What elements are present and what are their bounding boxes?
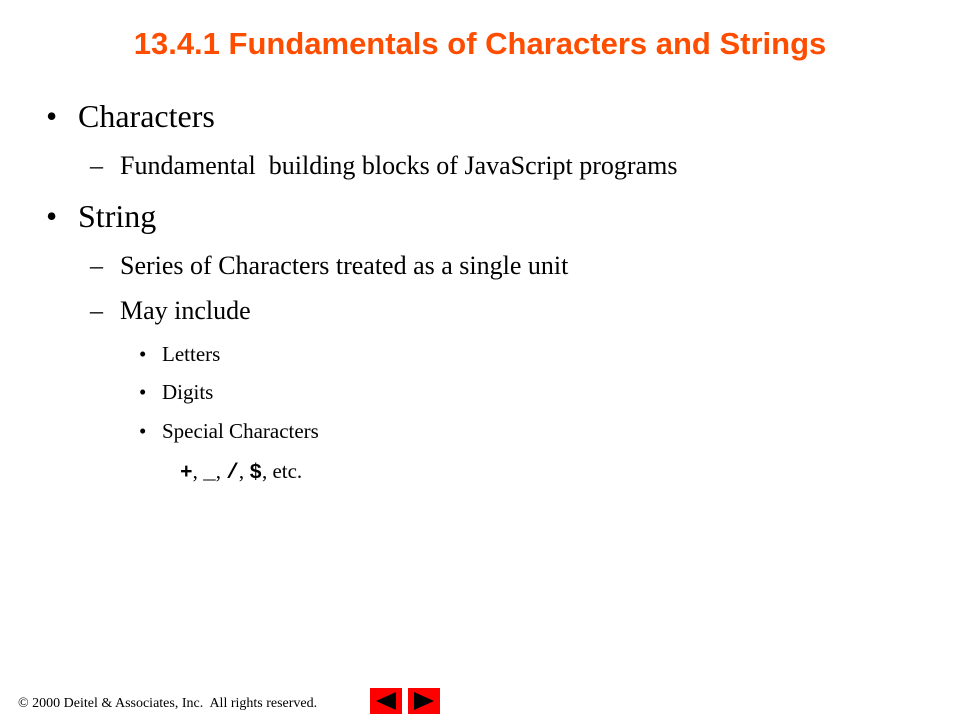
- right-arrow-icon: [408, 688, 440, 714]
- slide-title: 13.4.1 Fundamentals of Characters and Strings: [133, 26, 827, 61]
- sub-bullet-series: Series of Characters treated as a single unit: [120, 251, 569, 280]
- bullet-glyph: •: [139, 419, 147, 443]
- separator: ,: [192, 459, 204, 483]
- dash-glyph: –: [90, 151, 103, 180]
- dollar-symbol: $: [249, 462, 262, 485]
- sub-bullet-fundamental: Fundamental building blocks of JavaScript programs: [120, 151, 678, 180]
- previous-slide-button[interactable]: [370, 688, 402, 714]
- bullet-glyph: •: [139, 380, 147, 404]
- next-slide-button[interactable]: [408, 688, 440, 714]
- special-characters-examples: [180, 459, 302, 485]
- bullet-characters: Characters: [78, 98, 215, 134]
- subsub-letters: Letters: [162, 342, 221, 366]
- subsub-special-characters: Special Characters: [162, 419, 319, 443]
- plus-symbol: +: [180, 462, 193, 485]
- copyright-symbol: ©: [18, 696, 29, 711]
- separator: ,: [238, 459, 250, 483]
- bullet-glyph: •: [139, 342, 147, 366]
- etc-text: , etc.: [261, 459, 303, 483]
- bullet-string: String: [78, 198, 157, 234]
- slash-symbol: /: [226, 462, 239, 485]
- dash-glyph: –: [90, 251, 103, 280]
- subsub-digits: Digits: [162, 380, 214, 404]
- bullet-glyph: •: [46, 98, 58, 134]
- copyright-text: 2000 Deitel & Associates, Inc. All rights reserved.: [28, 696, 318, 711]
- separator: ,: [215, 459, 227, 483]
- left-arrow-icon: [370, 688, 402, 714]
- bullet-glyph: •: [46, 198, 58, 234]
- dash-glyph: –: [90, 296, 103, 325]
- sub-bullet-may-include: May include: [120, 296, 251, 325]
- underscore-symbol: _: [203, 462, 216, 485]
- copyright-footer: [18, 696, 317, 712]
